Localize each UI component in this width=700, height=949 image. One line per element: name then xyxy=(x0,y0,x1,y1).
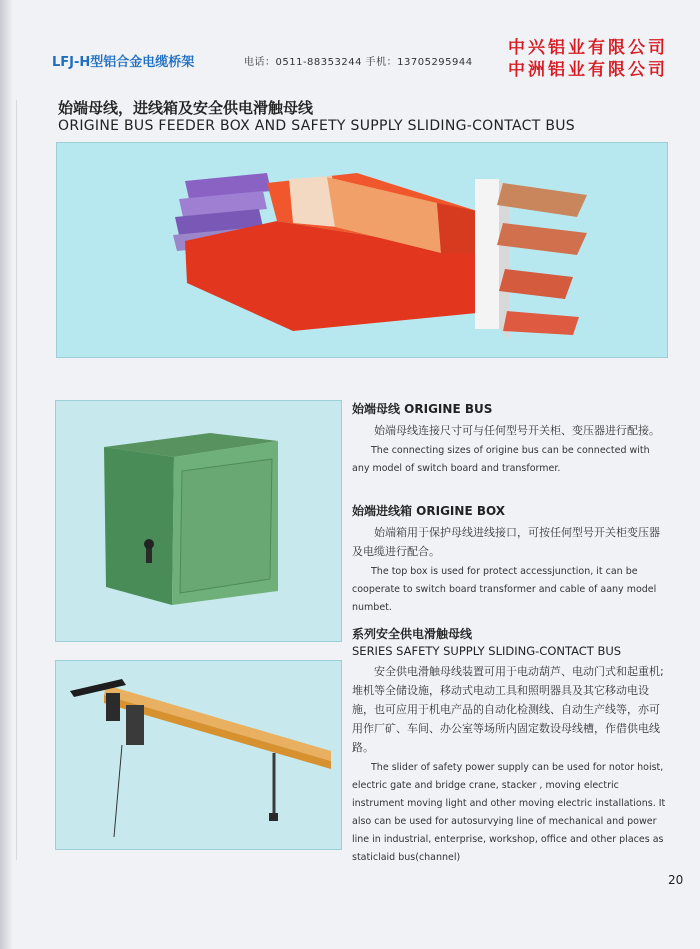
sliding-bus-block xyxy=(352,625,668,867)
page-number: 20 xyxy=(668,873,684,887)
origine-box-block xyxy=(352,502,668,617)
sliding-bus-heading-en: SERIES SAFETY SUPPLY SLIDING-CONTACT BUS xyxy=(352,644,622,658)
busbar-product-photo xyxy=(56,142,668,358)
contact-phones: 电话：0511-88353244 手机：13705295944 xyxy=(244,57,473,68)
binding-line xyxy=(16,100,17,860)
origine-bus-block xyxy=(352,400,668,478)
origine-bus-heading: 始端母线 ORIGINE BUS xyxy=(352,402,493,416)
sliding-bus-heading-cn: 系列安全供电滑触母线 xyxy=(352,627,473,641)
origine-box-heading: 始端进线箱 ORIGINE BOX xyxy=(352,504,505,518)
green-box-illustration xyxy=(56,401,341,641)
section-title-english: ORIGINE BUS FEEDER BOX AND SAFETY SUPPLY SLIDING-CONTACT BUS xyxy=(58,118,575,134)
company-name-1: 中兴铝业有限公司 xyxy=(508,38,668,58)
sliding-bus-text-en: The slider of safety power supply can be used for notor hoist, electric gate and bridge crane, stacker , moving electric instrument moving light and other moving electric installations. It also can be used for autosurvying line of mechanical and power line in industrial, enterprise, workshop, office and other places as staticlaid bus(channel) xyxy=(352,762,666,863)
sliding-contact-bus-photo xyxy=(55,660,342,850)
origine-bus-text-cn: 始端母线连接尺寸可与任何型号开关柜、变压器进行配接。 xyxy=(374,424,660,437)
origine-box-text-en: The top box is used for protect accessjunction, it can be cooperate to switch board transformer and cable of aany model numbet. xyxy=(352,566,657,613)
page-binding-shadow xyxy=(0,0,12,949)
busbar-illustration xyxy=(57,143,667,357)
catalog-series-title: LFJ-H型铝合金电缆桥架 xyxy=(52,55,195,70)
section-title-chinese: 始端母线，进线箱及安全供电滑触母线 xyxy=(58,99,314,117)
origine-box-photo xyxy=(55,400,342,642)
origine-box-text-cn: 始端箱用于保护母线进线接口，可按任何型号开关柜变压器及电缆进行配合。 xyxy=(352,526,660,558)
company-name-2: 中洲铝业有限公司 xyxy=(508,60,668,80)
sliding-bus-text-cn: 安全供电滑触母线装置可用于电动葫芦、电动门式和起重机;堆机等全储设施，移动式电动工具和照明器具及其它移动电设施，也可应用于机电产品的自动化检测线、自动生产线等，亦可用作厂矿、车间、办公室等场所内固定数设母线槽，作借供电线路。 xyxy=(352,665,664,754)
rail-illustration xyxy=(56,661,341,849)
origine-bus-text-en: The connecting sizes of origine bus can be connected with any model of switch board and transformer. xyxy=(352,445,650,474)
